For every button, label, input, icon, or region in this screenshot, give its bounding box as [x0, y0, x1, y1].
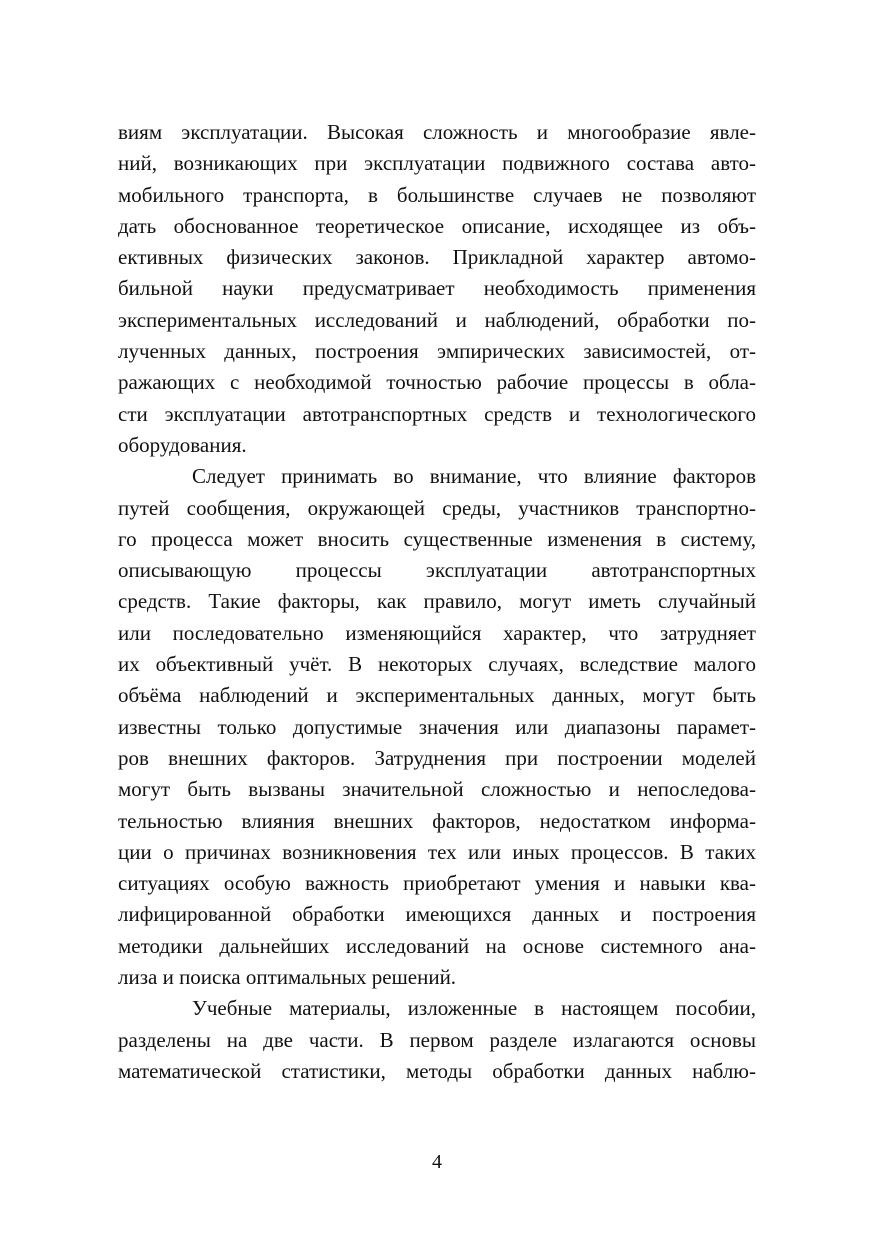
text-line: Учебные материалы, изложенные в настоящем пособии,	[192, 996, 756, 1021]
text-line: известны только допустимые значения или диапазоны парамет-	[118, 714, 756, 739]
text-line: экспериментальных исследований и наблюдений, обработки по-	[118, 307, 756, 332]
text-line: тельностью влияния внешних факторов, недостатком информа-	[118, 808, 756, 833]
text-line: дать обоснованное теоретическое описание, исходящее из объ-	[118, 213, 756, 238]
text-line: ров внешних факторов. Затруднения при построении моделей	[118, 745, 756, 770]
text-line: ний, возникающих при эксплуатации подвижного состава авто-	[118, 151, 756, 176]
text-line: лиза и поиска оптимальных решений.	[118, 965, 457, 990]
page-body	[118, 117, 756, 1087]
text-line: путей сообщения, окружающей среды, участников транспортно-	[118, 495, 756, 520]
text-line: средств. Такие факторы, как правило, могут иметь случайный	[118, 589, 756, 614]
page-number: 4	[432, 1151, 442, 1173]
text-line: лифицированной обработки имеющихся данных и построения	[118, 902, 756, 927]
paragraph-3	[118, 993, 756, 1087]
text-line: или последовательно изменяющийся характер, что затрудняет	[118, 620, 756, 645]
text-line: ситуациях особую важность приобретают умения и навыки ква-	[118, 871, 756, 896]
paragraph-1	[118, 117, 756, 461]
text-line: ции о причинах возникновения тех или иных процессов. В таких	[118, 839, 756, 864]
paragraph-2	[118, 461, 756, 993]
text-line: виям эксплуатации. Высокая сложность и многообразие явле-	[118, 120, 756, 144]
text-line: объёма наблюдений и экспериментальных данных, могут быть	[118, 683, 756, 708]
text-line: оборудования.	[118, 432, 247, 457]
text-line: ективных физических законов. Прикладной характер автомо-	[118, 245, 756, 270]
text-line: Следует принимать во внимание, что влияние факторов	[192, 464, 756, 489]
text-line: их объективный учёт. В некоторых случаях, вследствие малого	[118, 652, 756, 677]
text-line: математической статистики, методы обработки данных наблю-	[118, 1058, 756, 1083]
text-line: разделены на две части. В первом разделе излагаются основы	[118, 1027, 756, 1052]
text-line: сти эксплуатации автотранспортных средств и технологического	[118, 401, 756, 426]
text-line: описывающую процессы эксплуатации автотранспортных	[118, 558, 756, 583]
text-line: ражающих с необходимой точностью рабочие процессы в обла-	[118, 370, 756, 395]
text-line: го процесса может вносить существенные изменения в систему,	[118, 526, 756, 551]
text-line: лученных данных, построения эмпирических зависимостей, от-	[118, 339, 756, 364]
text-line: мобильного транспорта, в большинстве случаев не позволяют	[118, 182, 756, 207]
text-line: могут быть вызваны значительной сложностью и непоследова-	[118, 777, 756, 802]
text-line: методики дальнейших исследований на основе системного ана-	[118, 933, 756, 958]
text-line: бильной науки предусматривает необходимость применения	[118, 276, 756, 301]
